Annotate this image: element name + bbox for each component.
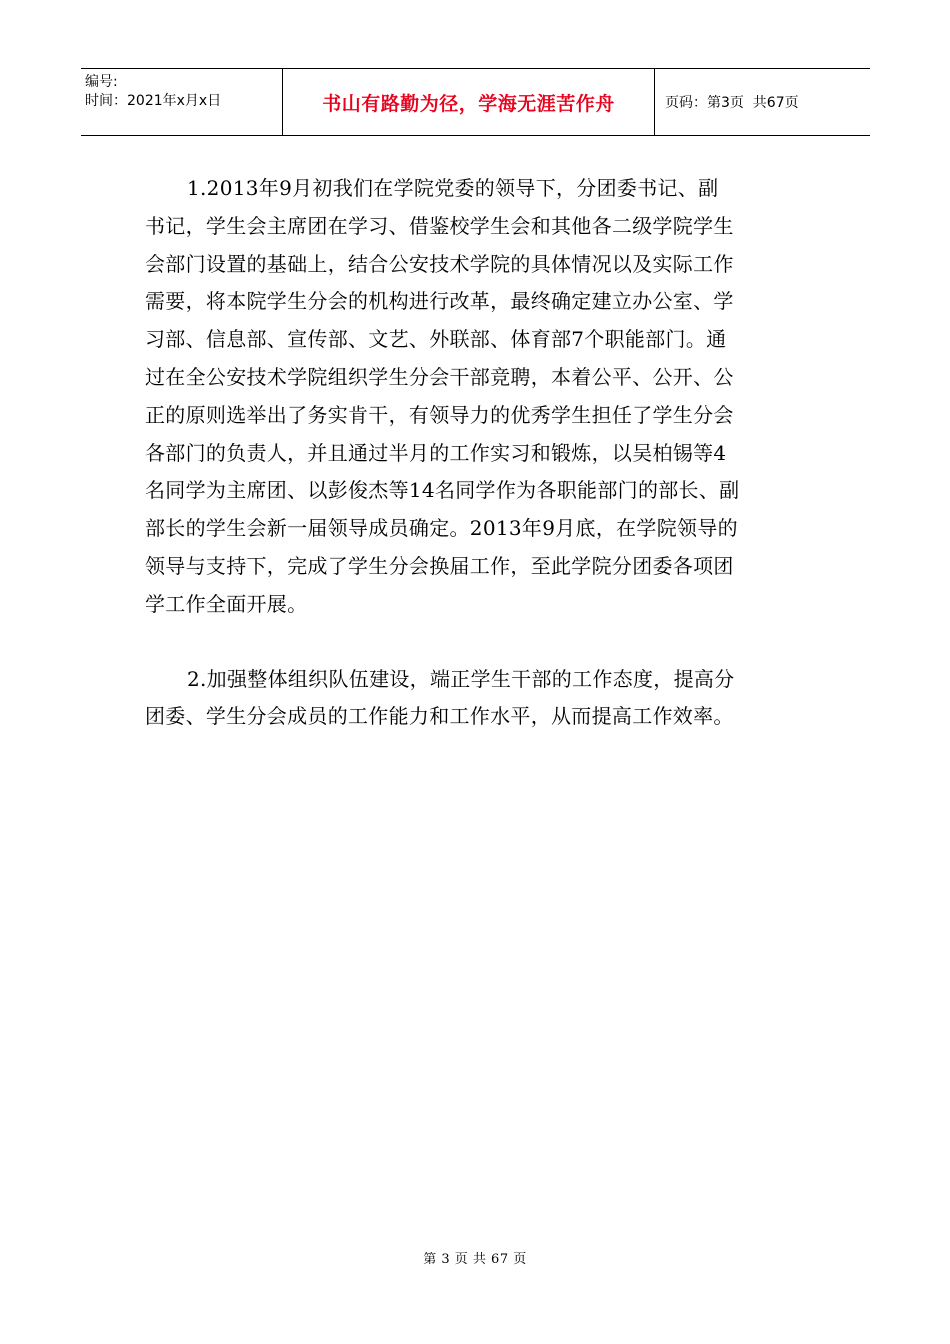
text-line: 2.加强整体组织队伍建设，端正学生干部的工作态度，提高分	[187, 666, 735, 691]
document-number-label: 编号:	[85, 74, 118, 90]
text-line: 部长的学生会新一届领导成员确定。2013年9月底，在学院领导的	[145, 516, 738, 541]
text-line: 名同学为主席团、以彭俊杰等14名同学作为各职能部门的部长、副	[145, 478, 740, 503]
text-line: 习部、信息部、宣传部、文艺、外联部、体育部7个职能部门。通	[145, 327, 727, 352]
paragraph-1	[145, 170, 805, 624]
page-footer: 第 3 页 共 67 页	[423, 1252, 527, 1267]
text-line: 1.2013年9月初我们在学院党委的领导下，分团委书记、副	[187, 176, 719, 200]
text-line: 学工作全面开展。	[145, 591, 308, 616]
text-line: 领导与支持下，完成了学生分会换届工作，至此学院分团委各项团	[145, 553, 734, 578]
header-page-info: 页码：第3页 共67页	[665, 95, 799, 111]
document-date: 时间：2021年x月x日	[85, 93, 222, 109]
header-motto: 书山有路勤为径，学海无涯苦作舟	[283, 69, 655, 135]
text-line: 书记，学生会主席团在学习、借鉴校学生会和其他各二级学院学生	[145, 213, 734, 238]
text-line: 需要，将本院学生分会的机构进行改革，最终确定建立办公室、学	[145, 289, 734, 314]
text-line: 过在全公安技术学院组织学生分会干部竞聘，本着公平、公开、公	[145, 364, 734, 389]
text-line: 正的原则选举出了务实肯干，有领导力的优秀学生担任了学生分会	[145, 402, 734, 427]
text-line: 团委、学生分会成员的工作能力和工作水平，从而提高工作效率。	[145, 704, 734, 729]
document-body	[145, 170, 805, 736]
header-meta	[81, 69, 283, 135]
text-line: 会部门设置的基础上，结合公安技术学院的具体情况以及实际工作	[145, 251, 734, 276]
paragraph-2	[145, 661, 805, 737]
text-line: 各部门的负责人，并且通过半月的工作实习和锻炼，以吴柏锡等4	[145, 440, 727, 465]
page-header	[81, 68, 870, 136]
